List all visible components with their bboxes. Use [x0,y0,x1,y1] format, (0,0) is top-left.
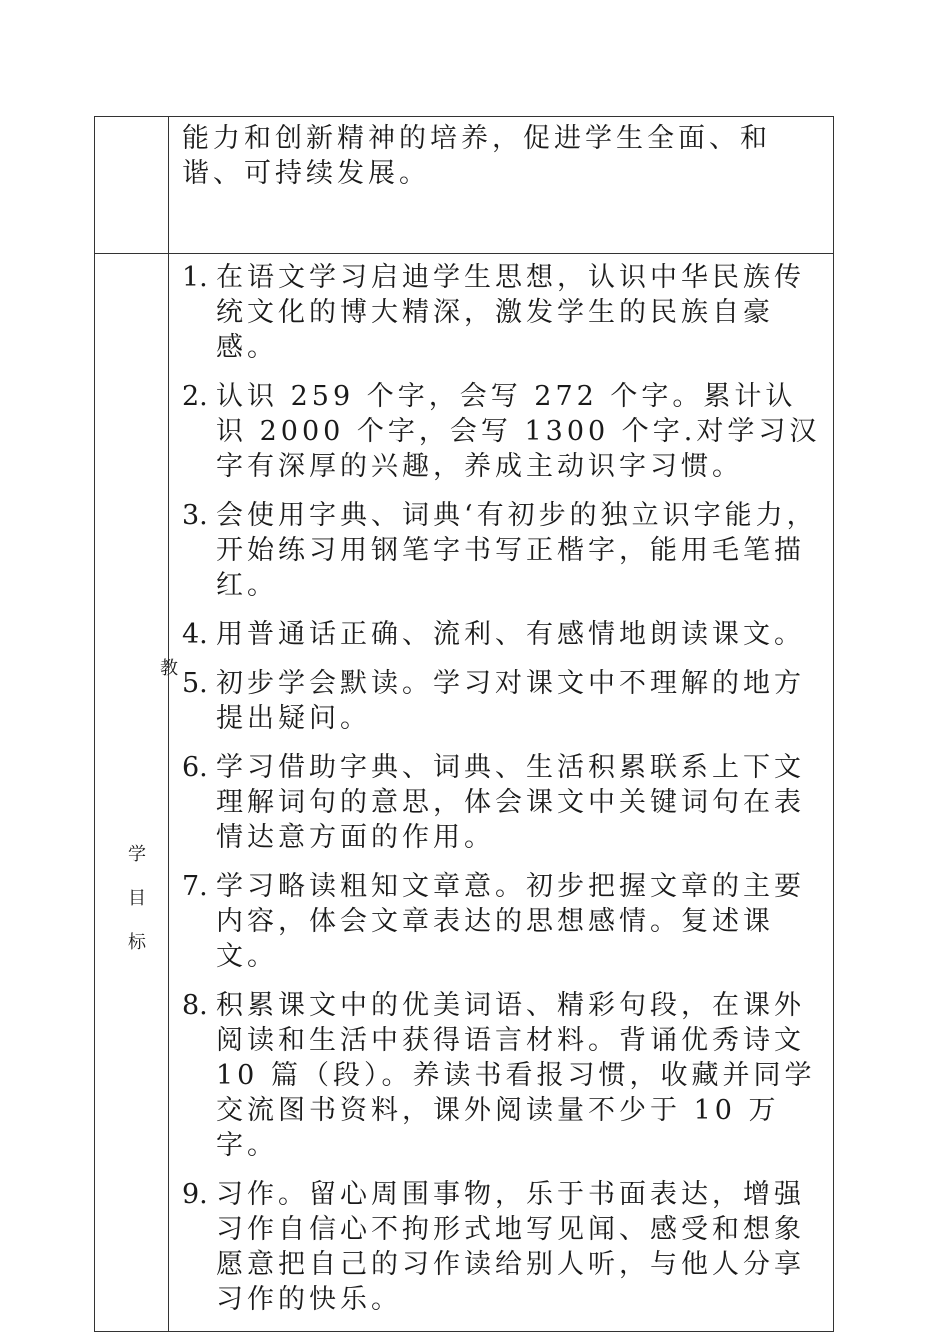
goal-text: 学习略读粗知文章意。初步把握文章的主要内容，体会文章表达的思想感情。复述课文。 [216,871,805,972]
goal-number: 9. [182,1179,208,1210]
goal-item [182,260,823,365]
goal-item [182,1177,823,1317]
goal-text: 认识 259 个字，会写 272 个字。累计认识 2000 个字，会写 1300 个字.对学习汉字有深厚的兴趣，养成主动识字习惯。 [216,381,821,482]
goal-number: 7. [182,871,208,902]
teaching-goals-label-cell [95,254,169,1332]
label-char: 目 [128,888,146,909]
teaching-goals-content-cell [169,254,834,1332]
goal-text: 会使用字典、词典‘有初步的独立识字能力，开始练习用钢笔字书写正楷字，能用毛笔描红。 [216,500,818,601]
goal-text: 习作。留心周围事物，乐于书面表达，增强习作自信心不拘形式地写见闻、感受和想象愿意把自己的习作读给别人听，与他人分享习作的快乐。 [216,1179,805,1315]
goal-text: 用普通话正确、流利、有感情地朗读课文。 [216,619,805,650]
goal-item [182,379,823,484]
label-char: 学 [128,844,146,865]
label-char-overflow: 教 [160,658,178,679]
teaching-goals-label [95,254,168,1331]
goal-item [182,988,823,1163]
teaching-goals-list [169,254,833,1317]
goal-number: 3. [182,500,208,531]
lesson-plan-table [94,116,834,1332]
row-label-cell [95,117,169,254]
row-content-cell [169,117,834,254]
continued-paragraph: 能力和创新精神的培养，促进学生全面、和谐、可持续发展。 [182,123,771,189]
goal-text: 积累课文中的优美词语、精彩句段，在课外阅读和生活中获得语言材料。背诵优秀诗文 10 篇（段）。养读书看报习惯，收藏并同学交流图书资料，课外阅读量不少于 10 万字。 [216,990,816,1161]
goal-item [182,617,823,652]
goal-number: 5. [182,668,208,699]
label-char: 标 [128,932,146,953]
goal-number: 4. [182,619,208,650]
goal-number: 8. [182,990,208,1021]
goal-number: 6. [182,752,208,783]
goal-number: 2. [182,381,208,412]
goal-text: 学习借助字典、词典、生活积累联系上下文理解词句的意思，体会课文中关键词句在表情达意方面的作用。 [216,752,805,853]
goal-item [182,750,823,855]
goal-text: 初步学会默读。学习对课文中不理解的地方提出疑问。 [216,668,805,734]
table-row [95,254,834,1332]
goal-item [182,666,823,736]
table-row [95,117,834,254]
goal-text: 在语文学习启迪学生思想，认识中华民族传统文化的博大精深，激发学生的民族自豪感。 [216,262,805,363]
goal-number: 1. [182,262,208,293]
goal-item [182,869,823,974]
goal-item [182,498,823,603]
